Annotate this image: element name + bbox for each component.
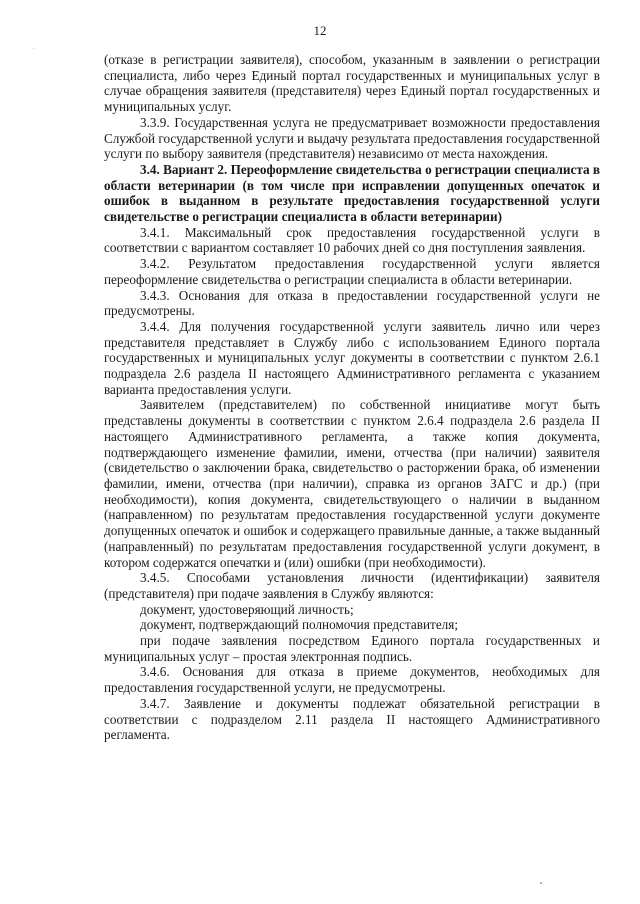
scan-speck-margin	[33, 48, 34, 49]
paragraph-3-3-9: 3.3.9. Государственная услуга не предусматривает возможности предоставления Службой государственной услуги и выдачу результата предоставления государственной услуги по выбору заявителя (представителя) независимо от места нахождения.	[104, 114, 600, 162]
page-number: 12	[313, 23, 327, 38]
paragraph-optional-documents: Заявителем (представителем) по собственной инициативе могут быть представлены документы в соответствии с пунктом 2.6.4 подраздела 2.6 раздела II настоящего Административного регламента, а также копия документа, подтверждающего изменение фамилии, имени, отчества (при наличии) заявителя (свидетельство о заключении брака, свидетельство о расторжении брака, об изменении фамилии, имени, отчества (при наличии), справка из органов ЗАГС и др.) (при необходимости), копия документа, свидетельствующего о наличии в выданном (направленном) по результатам предоставления государственной услуги документе допущенных опечаток и ошибок и содержащего правильные данные, а также выданный (направленный) по результатам предоставления государственной услуги документ, в котором содержатся опечатки и (или) ошибки (при необходимости).	[104, 397, 600, 570]
paragraph-3-4-6: 3.4.6. Основания для отказа в приеме документов, необходимых для предоставления государственной услуги, не предусмотрены.	[104, 664, 600, 696]
paragraph-3-4-2: 3.4.2. Результатом предоставления государственной услуги является переоформление свидетельства о регистрации специалиста в области ветеринарии.	[104, 256, 600, 287]
list-item-electronic-signature: при подаче заявления посредством Единого портала государственных и муниципальных услуг – простая электронная подпись.	[104, 633, 600, 664]
paragraph-3-4-5: 3.4.5. Способами установления личности (идентификации) заявителя (представителя) при подаче заявления в Службу являются:	[104, 570, 600, 601]
list-item-authority-document: документ, подтверждающий полномочия представителя;	[140, 617, 458, 633]
paragraph-3-4-7: 3.4.7. Заявление и документы подлежат обязательной регистрации в соответствии с подразделом 2.11 раздела II настоящего Административного регламента.	[104, 695, 600, 743]
paragraph-3-4-4: 3.4.4. Для получения государственной услуги заявитель лично или через представителя представляет в Службу либо с использованием Единого портала государственных и муниципальных услуг документы в соответствии с пунктом 2.6.1 подраздела 2.6 раздела II настоящего Административного регламента с указанием варианта предоставления услуги.	[104, 318, 600, 397]
paragraph-continuation: (отказе в регистрации заявителя), способом, указанным в заявлении о регистрации специалиста, либо через Единый портал государственных и муниципальных услуг в случае обращения заявителя (представителя) через Единый портал государственных и муниципальных услуг.	[104, 52, 600, 115]
scan-speck	[540, 882, 542, 884]
paragraph-3-4-3: 3.4.3. Основания для отказа в предоставлении государственной услуги не предусмотрены.	[104, 287, 600, 319]
list-item-identity-document: документ, удостоверяющий личность;	[140, 601, 354, 617]
paragraph-3-4-1: 3.4.1. Максимальный срок предоставления государственной услуги в соответствии с вариантом составляет 10 рабочих дней со дня поступления заявления.	[104, 224, 600, 256]
document-body	[104, 52, 600, 743]
section-heading-3-4: 3.4. Вариант 2. Переоформление свидетельства о регистрации специалиста в области ветеринарии (в том числе при исправлении допущенных опечаток и ошибок в выданном в результате предоставления государственной услуги свидетельстве о регистрации специалиста в области ветеринарии)	[104, 161, 600, 225]
